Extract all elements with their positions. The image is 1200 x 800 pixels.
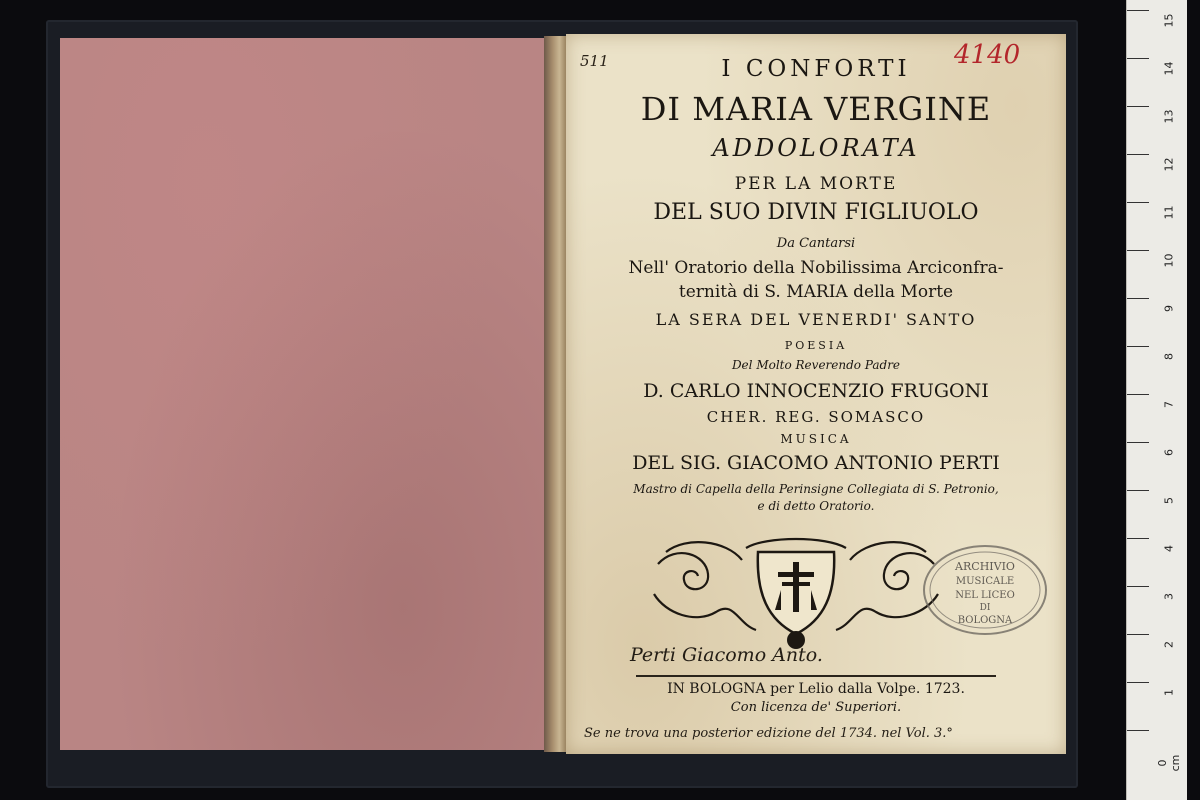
- title-line-11: Del Molto Reverendo Padre: [731, 358, 901, 372]
- pink-inner-cover: [60, 38, 552, 750]
- measurement-ruler: [1126, 0, 1187, 800]
- ruler-label: 3: [1162, 593, 1176, 600]
- title-line-3: ADDOLORATA: [712, 134, 920, 162]
- ruler-tick: [1127, 682, 1149, 683]
- ruler-label: 0 cm: [1156, 754, 1182, 772]
- title-line-1: I CONFORTI: [721, 56, 911, 82]
- handwritten-signature: Perti Giacomo Anto.: [630, 644, 823, 666]
- title-line-8: ternità di S. MARIA della Morte: [678, 282, 954, 302]
- imprint-rule: [636, 675, 996, 677]
- title-line-14: MUSICA: [780, 432, 852, 446]
- handwritten-note: Se ne trova una posterior edizione del 1734. nel Vol. 3.°: [584, 726, 953, 741]
- title-page: [566, 34, 1066, 754]
- ruler-tick: [1127, 10, 1149, 11]
- title-line-15: DEL SIG. GIACOMO ANTONIO PERTI: [632, 452, 1000, 474]
- ruler-tick: [1127, 346, 1149, 347]
- ruler-tick: [1127, 538, 1149, 539]
- ruler-label: 15: [1162, 13, 1176, 28]
- ruler-tick: [1127, 490, 1149, 491]
- title-line-10: POESIA: [784, 339, 848, 352]
- ruler-label: 6: [1162, 449, 1176, 456]
- ruler-label: 8: [1162, 353, 1176, 360]
- ruler-label: 1: [1162, 689, 1176, 696]
- title-line-17: e di detto Oratorio.: [757, 499, 875, 513]
- ruler-tick: [1127, 298, 1149, 299]
- stamp-line-3: NEL LICEO: [955, 590, 1015, 601]
- library-stamp: [920, 542, 1050, 638]
- ruler-tick: [1127, 250, 1149, 251]
- shelf-mark: 511: [580, 52, 609, 70]
- ruler-label: 7: [1162, 401, 1176, 408]
- printers-ornament: [646, 534, 946, 652]
- ruler-tick: [1127, 730, 1149, 731]
- stamp-line-4: DI: [979, 603, 991, 613]
- stamp-line-2: MUSICALE: [955, 576, 1015, 587]
- title-line-5: DEL SUO DIVIN FIGLIUOLO: [653, 200, 979, 225]
- ruler-tick: [1127, 586, 1149, 587]
- title-line-12: D. CARLO INNOCENZIO FRUGONI: [643, 380, 989, 402]
- title-line-9: LA SERA DEL VENERDI' SANTO: [655, 310, 977, 329]
- title-line-13: CHER. REG. SOMASCO: [706, 408, 926, 426]
- ruler-tick: [1127, 154, 1149, 155]
- ruler-label: 14: [1162, 61, 1176, 76]
- imprint-line-2: Con licenza de' Superiori.: [730, 700, 902, 715]
- book-gutter: [544, 36, 566, 752]
- ruler-label: 12: [1162, 157, 1176, 172]
- ruler-tick: [1127, 202, 1149, 203]
- ruler-tick: [1127, 58, 1149, 59]
- stamp-line-5: BOLOGNA: [957, 615, 1013, 626]
- title-line-16: Mastro di Capella della Perinsigne Collegiata di S. Petronio,: [633, 482, 999, 496]
- ruler-label: 4: [1162, 545, 1176, 552]
- ruler-tick: [1127, 442, 1149, 443]
- ruler-label: 11: [1162, 205, 1176, 220]
- ruler-label: 9: [1162, 305, 1176, 312]
- ruler-tick: [1127, 634, 1149, 635]
- ruler-label: 13: [1162, 109, 1176, 124]
- inventory-number: 4140: [954, 40, 1021, 70]
- title-line-4: PER LA MORTE: [734, 174, 898, 194]
- title-line-7: Nell' Oratorio della Nobilissima Arciconfra-: [628, 258, 1004, 278]
- ruler-label: 2: [1162, 641, 1176, 648]
- title-line-6: Da Cantarsi: [776, 236, 856, 251]
- ruler-label: 5: [1162, 497, 1176, 504]
- title-line-2: DI MARIA VERGINE: [640, 90, 992, 128]
- imprint-line-1: IN BOLOGNA per Lelio dalla Volpe. 1723.: [667, 681, 965, 697]
- ruler-label: 10: [1162, 253, 1176, 268]
- ruler-tick: [1127, 394, 1149, 395]
- ruler-tick: [1127, 106, 1149, 107]
- stamp-line-1: ARCHIVIO: [955, 560, 1015, 573]
